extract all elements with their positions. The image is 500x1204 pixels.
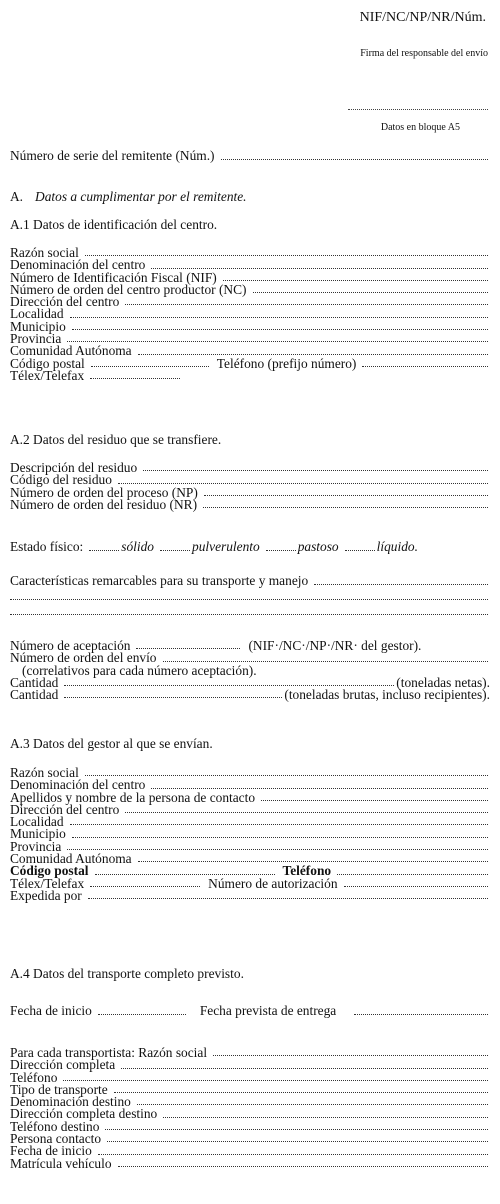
a3-field-label: Dirección del centro <box>10 801 120 817</box>
estado-pastoso-fill[interactable] <box>266 550 296 551</box>
a1-field-label: Número de orden del centro productor (NC) <box>10 281 247 297</box>
caracteristicas-fill[interactable] <box>10 599 488 600</box>
a3-field-row <box>10 828 490 840</box>
a3-telex-row <box>10 875 490 891</box>
a3-field-fill[interactable] <box>151 788 488 789</box>
a3-field-fill[interactable] <box>261 800 488 801</box>
a3-field-fill[interactable] <box>70 824 488 825</box>
a1-heading: A.1 Datos de identificación del centro. <box>10 217 218 232</box>
a1-heading-block <box>10 217 490 232</box>
cantidad-netas-suffix: (toneladas netas). <box>396 674 490 690</box>
a3-field-fill[interactable] <box>138 861 488 862</box>
caracteristicas-extra-row <box>10 588 490 603</box>
signature-line <box>348 103 488 110</box>
a1-field-row <box>10 318 490 334</box>
a1-field-fill[interactable] <box>72 329 488 330</box>
a1-field-fill[interactable] <box>151 268 488 269</box>
a4-heading: A.4 Datos del transporte completo previsto. <box>10 966 244 981</box>
aceptacion-suffix: (NIF·/NC·/NP·/NR· del gestor). <box>248 638 422 653</box>
a3-expedida-label: Expedida por <box>10 887 82 903</box>
a3-autorizacion-fill[interactable] <box>344 886 488 887</box>
a2-field-label: Descripción del residuo <box>10 460 138 475</box>
aceptacion-fill[interactable] <box>136 648 240 649</box>
a4-field-label: Tipo de transporte <box>10 1081 108 1097</box>
a3-postal-label: Código postal <box>10 863 89 879</box>
serie-label: Número de serie del remitente (Núm.) <box>10 148 215 163</box>
aceptacion-label: Número de aceptación <box>10 638 131 653</box>
a1-field-fill[interactable] <box>125 304 488 305</box>
a3-field-label: Localidad <box>10 814 64 830</box>
a4-field-label: Denominación destino <box>10 1094 131 1110</box>
a1-field-row <box>10 308 490 320</box>
estado-liquido-fill[interactable] <box>345 550 375 551</box>
a1-postal-label: Código postal <box>10 355 85 371</box>
section-a-title: Datos a cumplimentar por el remitente. <box>35 189 247 204</box>
a3-heading: A.3 Datos del gestor al que se envían. <box>10 736 213 751</box>
a3-field-fill[interactable] <box>72 837 488 838</box>
a2-field-label: Número de orden del residuo (NR) <box>10 496 198 512</box>
a2-fields <box>10 462 490 511</box>
a4-field-label: Para cada transportista: Razón social <box>10 1045 208 1060</box>
estado-option: líquido. <box>376 539 418 554</box>
a1-telex-row <box>10 367 490 383</box>
bloque-label: Datos en bloque A5 <box>380 122 460 133</box>
a4-field-fill[interactable] <box>121 1068 488 1069</box>
section-a-heading <box>10 189 490 204</box>
cantidad-label: Cantidad <box>10 674 59 690</box>
estado-option: pastoso <box>297 539 339 554</box>
a3-telex-label: Télex/Telefax <box>10 875 85 891</box>
a3-telefono-label: Teléfono <box>282 863 332 879</box>
a2-heading: A.2 Datos del residuo que se transfiere. <box>10 432 222 447</box>
a4-field-label: Persona contacto <box>10 1131 102 1147</box>
a1-field-label: Localidad <box>10 306 64 322</box>
a1-field-label: Número de Identificación Fiscal (NIF) <box>10 269 217 285</box>
caracteristicas-fill[interactable] <box>10 614 488 615</box>
a4-field-fill[interactable] <box>107 1141 488 1142</box>
a4-field-label: Dirección completa destino <box>10 1106 158 1122</box>
a3-field-row <box>10 801 490 817</box>
a4-entrega-label: Fecha prevista de entrega <box>199 1003 337 1018</box>
a4-field-label: Matrícula vehículo <box>10 1155 112 1171</box>
estado-block <box>10 539 490 554</box>
a1-field-fill[interactable] <box>223 280 488 281</box>
a1-field-label: Denominación del centro <box>10 257 146 273</box>
a2-heading-block <box>10 432 490 447</box>
a4-dates-row <box>10 1003 490 1018</box>
a1-field-label: Comunidad Autónoma <box>10 343 132 359</box>
envio-note: (correlativos para cada número aceptación). <box>22 662 257 678</box>
caracteristicas-fill[interactable] <box>314 584 488 585</box>
signature-label: Firma del responsable del envío <box>360 48 488 59</box>
a4-fields <box>10 1047 490 1170</box>
cantidad-brutas-row <box>10 689 490 701</box>
a1-field-fill[interactable] <box>138 354 488 355</box>
a4-field-fill[interactable] <box>105 1129 488 1130</box>
serie-field <box>10 148 490 163</box>
a4-field-label: Teléfono <box>10 1069 58 1085</box>
serie-fill[interactable] <box>221 159 488 160</box>
a1-field-row <box>10 296 490 308</box>
a3-heading-block <box>10 736 490 751</box>
envio-fill[interactable] <box>163 661 488 662</box>
estado-label: Estado físico: <box>10 539 84 554</box>
a3-field-fill[interactable] <box>67 849 488 850</box>
a3-field-label: Razón social <box>10 765 79 780</box>
a3-field-label: Denominación del centro <box>10 777 146 793</box>
estado-option: pulverulento <box>192 539 260 554</box>
a3-field-fill[interactable] <box>85 775 488 776</box>
a4-field-fill[interactable] <box>213 1055 488 1056</box>
a2-field-fill[interactable] <box>143 470 488 471</box>
envio-label: Número de orden del envío <box>10 650 157 666</box>
a3-expedida-fill[interactable] <box>88 898 488 899</box>
a3-autorizacion-label: Número de autorización <box>208 875 338 891</box>
a2-field-fill[interactable] <box>204 495 488 496</box>
a3-field-label: Municipio <box>10 826 66 842</box>
a1-field-fill[interactable] <box>253 292 489 293</box>
a1-telefono-label: Teléfono (prefijo número) <box>216 355 357 371</box>
a2-field-label: Número de orden del proceso (NP) <box>10 484 198 500</box>
a1-postal-fill[interactable] <box>91 366 209 367</box>
a1-field-label: Razón social <box>10 245 79 260</box>
a3-telefono-fill[interactable] <box>337 874 488 875</box>
caracteristicas-row <box>10 573 490 588</box>
estado-row <box>10 539 490 554</box>
cantidad-netas-fill[interactable] <box>64 685 394 686</box>
a3-fields <box>10 767 490 902</box>
estado-option: sólido <box>121 539 155 554</box>
a1-field-fill[interactable] <box>70 317 488 318</box>
a2-field-fill[interactable] <box>118 483 488 484</box>
a4-field-fill[interactable] <box>114 1092 488 1093</box>
a1-field-fill[interactable] <box>85 255 488 256</box>
caracteristicas-label: Características remarcables para su transporte y manejo <box>10 573 309 588</box>
a2-field-fill[interactable] <box>203 507 488 508</box>
a3-field-fill[interactable] <box>125 812 488 813</box>
a4-inicio-label: Fecha de inicio <box>10 1003 92 1018</box>
a2-field-row <box>10 496 490 512</box>
a4-field-row <box>10 1155 490 1171</box>
a4-field-fill[interactable] <box>163 1117 488 1118</box>
a4-field-fill[interactable] <box>98 1154 488 1155</box>
serie-block <box>10 148 490 163</box>
a4-field-label: Dirección completa <box>10 1057 116 1073</box>
estado-pulverulento-fill[interactable] <box>160 550 190 551</box>
estado-solido-fill[interactable] <box>89 550 119 551</box>
cantidad-brutas-fill[interactable] <box>64 697 282 698</box>
a4-inicio-fill[interactable] <box>98 1014 186 1015</box>
a4-field-fill[interactable] <box>63 1080 488 1081</box>
a4-field-fill[interactable] <box>118 1166 488 1167</box>
a4-field-row <box>10 1059 490 1071</box>
cantidad-brutas-suffix: (toneladas brutas, incluso recipientes). <box>284 687 490 703</box>
a1-fields <box>10 247 490 382</box>
a3-telex-fill[interactable] <box>90 886 200 887</box>
a4-field-label: Teléfono destino <box>10 1118 100 1134</box>
a4-heading-block <box>10 966 490 981</box>
a4-dates-block <box>10 1003 490 1018</box>
a4-field-label: Fecha de inicio <box>10 1143 92 1159</box>
a3-field-label: Provincia <box>10 838 62 854</box>
a1-telex-label: Télex/Telefax <box>10 367 85 383</box>
a3-field-label: Comunidad Autónoma <box>10 851 132 867</box>
cantidad-label: Cantidad <box>10 687 59 703</box>
a3-field-row <box>10 816 490 828</box>
a1-telefono-fill[interactable] <box>362 366 488 367</box>
form-code: NIF/NC/NP/NR/Núm. <box>359 10 486 25</box>
a3-postal-fill[interactable] <box>95 874 275 875</box>
a2-field-label: Código del residuo <box>10 472 112 488</box>
a3-field-label: Apellidos y nombre de la persona de contacto <box>10 789 256 805</box>
caracteristicas-extra-row <box>10 603 490 618</box>
a1-telex-fill[interactable] <box>90 378 180 379</box>
caracteristicas-block <box>10 573 490 618</box>
a1-field-label: Municipio <box>10 318 66 334</box>
a1-field-label: Provincia <box>10 331 62 347</box>
aceptacion-block <box>10 640 490 701</box>
section-a-letter: A. <box>10 189 24 204</box>
a1-field-fill[interactable] <box>67 341 488 342</box>
a4-entrega-fill[interactable] <box>354 1014 488 1015</box>
a4-field-fill[interactable] <box>137 1104 488 1105</box>
a1-field-label: Dirección del centro <box>10 294 120 310</box>
a3-expedida-row <box>10 887 490 903</box>
